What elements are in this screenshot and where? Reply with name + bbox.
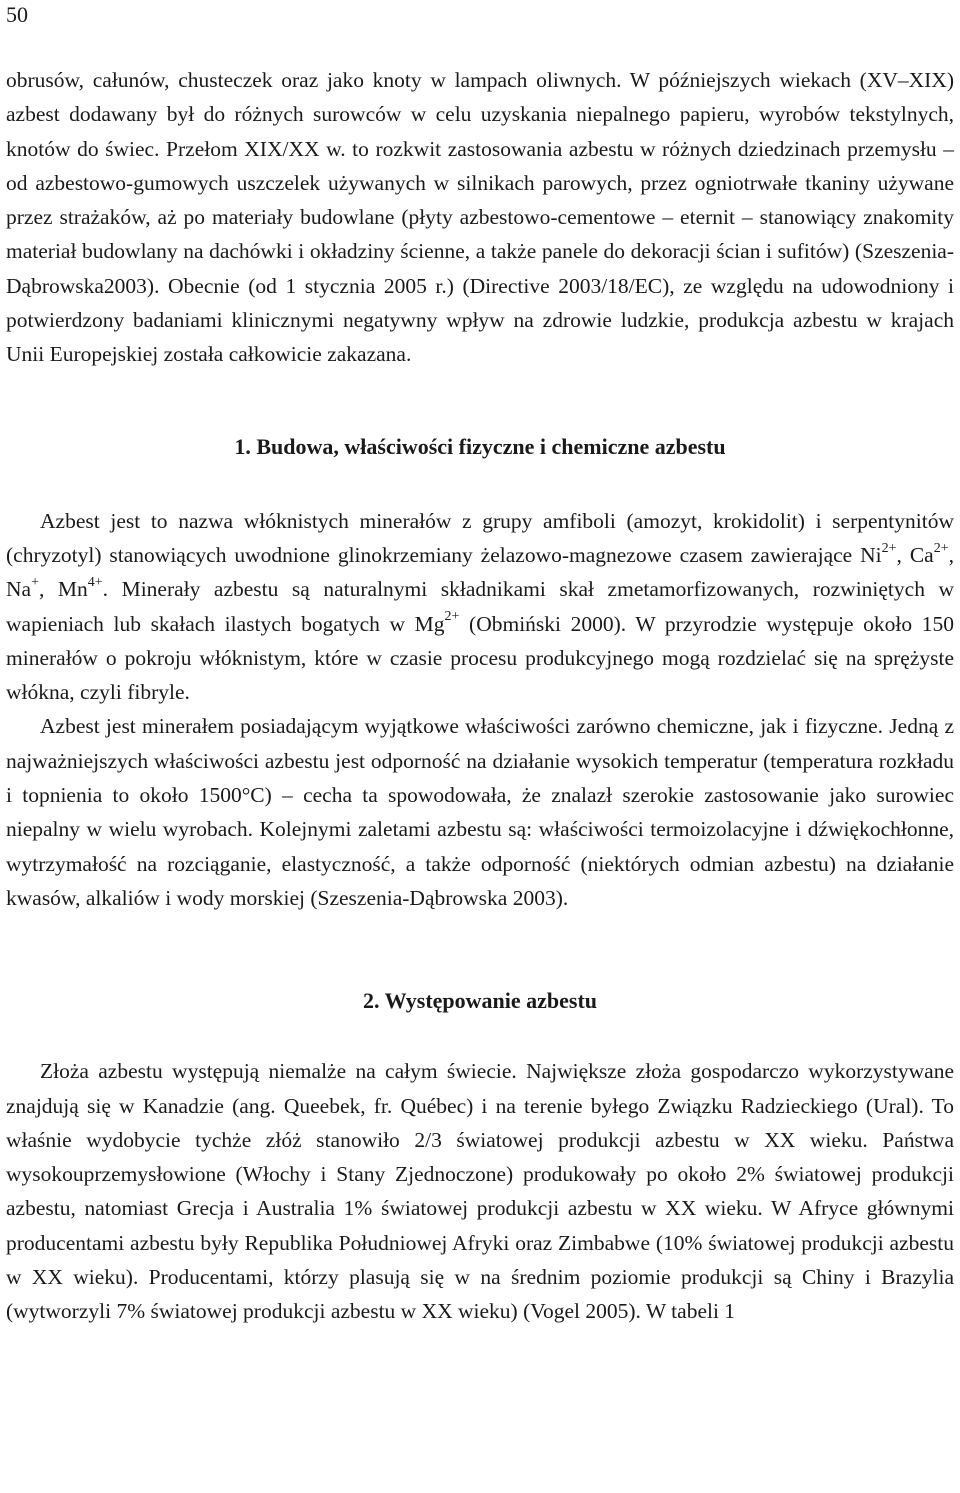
- superscript: 2+: [881, 540, 897, 556]
- section-1-paragraph-1: [6, 504, 954, 710]
- section-1-heading: 1. Budowa, właściwości fizyczne i chemiczne azbestu: [234, 433, 726, 459]
- text-run: , Mn: [38, 577, 88, 602]
- superscript: 4+: [87, 575, 103, 591]
- text-run: . Minerały azbestu są naturalnymi składnikami skał zmetamorfizowanych, rozwiniętych w wapieniach lub skałach ilastych bogatych w Mg: [6, 577, 955, 636]
- section-2-heading: 2. Występowanie azbestu: [362, 988, 598, 1014]
- intro-paragraph: obrusów, całunów, chusteczek oraz jako knoty w lampach oliwnych. W późniejszych wiekach (XV–XIX) azbest dodawany był do różnych surowców w celu uzyskania niepalnego papieru, wyrobów tekstylnych, knotów do świec. Przełom XIX/XX w. to rozkwit zastosowania azbestu w różnych dziedzinach przemysłu – od azbestowo-gumowych uszczelek używanych w silnikach parowych, przez ogniotrwałe tkaniny używane przez strażaków, aż po materiały budowlane (płyty azbestowo-cementowe – eternit – stanowiący znakomity materiał budowlany na dachówki i okładziny ścienne, a także panele do dekoracji ścian i sufitów) (Szeszenia-Dąbrowska2003). Obecnie (od 1 stycznia 2005 r.) (Directive 2003/18/EC), ze względu na udowodniony i potwierdzony badaniami klinicznymi negatywny wpływ na zdrowie ludzkie, produkcja azbestu w krajach Unii Europejskiej została całkowicie zakazana.: [6, 68, 954, 367]
- section-2-paragraph-1: Złoża azbestu występują niemalże na całym świecie. Największe złoża gospodarczo wykorzystywane znajdują się w Kanadzie (ang. Queebek, fr. Québec) i na terenie byłego Związku Radzieckiego (Ural). To właśnie wydobycie tychże złóż stanowiło 2/3 światowej produkcji azbestu w XX wieku. Państwa wysokouprzemysłowione (Włochy i Stany Zjednoczone) produkowały po około 2% światowej produkcji azbestu, natomiast Grecja i Australia 1% światowej produkcji azbestu w XX wieku. W Afryce głównymi producentami azbestu były Republika Południowej Afryki oraz Zimbabwe (10% światowej produkcji azbestu w XX wieku). Producentami, którzy plasują się w na średnim poziomie produkcji są Chiny i Brazylia (wytworzyli 7% światowej produkcji azbestu w XX wieku) (Vogel 2005). W tabeli 1: [6, 1059, 954, 1324]
- text-run: , Na: [6, 542, 954, 602]
- superscript: 2+: [444, 609, 460, 625]
- superscript: 2+: [933, 540, 949, 556]
- page-content: [6, 63, 954, 1329]
- text-run: (Obmiński 2000). W przyrodzie występuje około 150 minerałów o pokroju włóknistym, które w czasie procesu produkcyjnego mogą rozdzielać się na sprężyste włókna, czyli fibryle.: [6, 611, 954, 705]
- text-run: Azbest jest to nazwa włóknistych minerałów z grupy amfiboli (amozyt, krokidolit) i serpentynitów (chryzotyl) stanowiących uwodnione glinokrzemiany żelazowo-magnezowe czasem zawierające Ni: [6, 508, 954, 567]
- section-1-paragraph-2: Azbest jest minerałem posiadającym wyjątkowe właściwości zarówno chemiczne, jak i fizyczne. Jedną z najważniejszych właściwości azbestu jest odporność na działanie wysokich temperatur (temperatura rozkładu i topnienia to około 1500°C) – cecha ta spowodowała, że znalazł szerokie zastosowanie jako surowiec niepalny w wielu wyrobach. Kolejnymi zaletami azbestu są: właściwości termoizolacyjne i dźwiękochłonne, wytrzymałość na rozciąganie, elastyczność, a także odporność (niektórych odmian azbestu) na działanie kwasów, alkaliów i wody morskiej (Szeszenia-Dąbrowska 2003).: [6, 714, 954, 910]
- superscript: +: [31, 575, 39, 591]
- page-number: 50: [6, 2, 28, 27]
- text-run: , Ca: [896, 542, 934, 567]
